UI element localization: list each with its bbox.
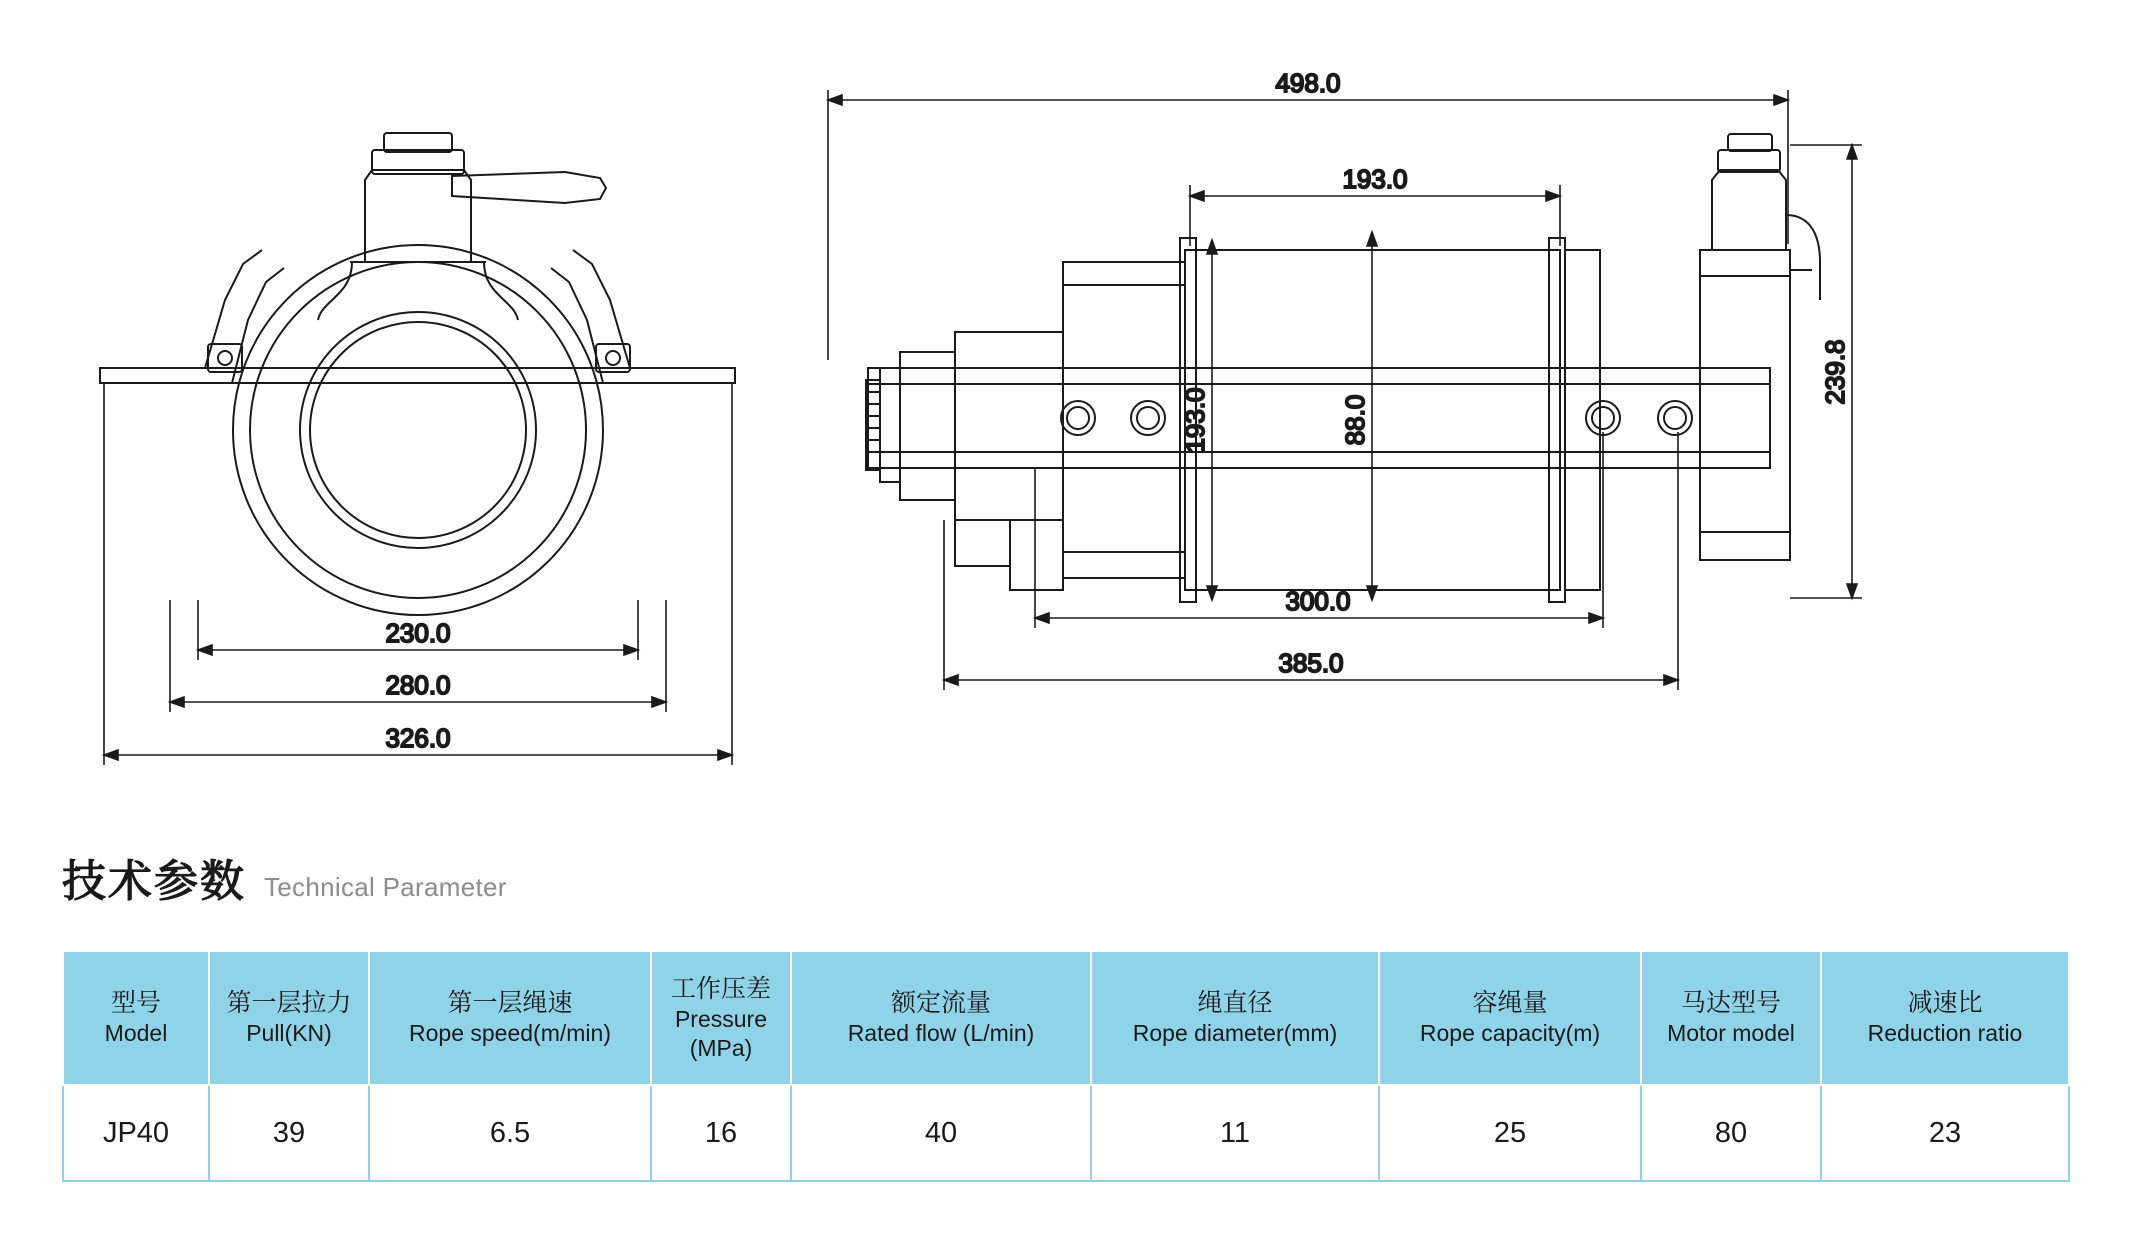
table-header-row: [63, 951, 2069, 1085]
section-title: [62, 845, 507, 909]
cell-rated-flow: 40: [791, 1085, 1091, 1181]
column-header-rope-diameter: [1091, 951, 1379, 1085]
column-header-motor-model: [1641, 951, 1821, 1085]
column-header-pressure-cn: 工作压差: [670, 974, 771, 1003]
column-header-model-cn: 型号: [110, 989, 161, 1018]
column-header-pull-cn: 第一层拉力: [226, 989, 352, 1018]
technical-parameter-table-wrap: [62, 950, 2068, 1182]
column-header-rope-diameter-en: Rope diameter(mm): [1132, 1020, 1338, 1047]
column-header-rated-flow: [791, 951, 1091, 1085]
column-header-rope-capacity: [1379, 951, 1641, 1085]
column-header-reduction-ratio-cn: 减速比: [1907, 989, 1983, 1018]
column-header-model: [63, 951, 209, 1085]
dim-239-8: 239.8: [1820, 339, 1850, 405]
column-header-rope-speed: [369, 951, 651, 1085]
cell-rope-speed: 6.5: [369, 1085, 651, 1181]
column-header-pressure-en: Pressure: [674, 1005, 768, 1032]
dim-230: 230.0: [385, 618, 451, 648]
column-header-motor-model-en: Motor model: [1667, 1020, 1795, 1047]
technical-parameter-table: [62, 950, 2070, 1182]
front-view-dimensions: [104, 383, 732, 765]
dim-385: 385.0: [1278, 648, 1344, 678]
column-header-pressure-unit: (MPa): [689, 1035, 753, 1061]
column-header-reduction-ratio-en: Reduction ratio: [1867, 1020, 2023, 1047]
column-header-pull-en: Pull(KN): [246, 1020, 332, 1047]
section-title-cn: 技术参数: [62, 857, 246, 906]
cell-rope-capacity: 25: [1379, 1085, 1641, 1181]
section-title-en: Technical Parameter: [264, 872, 507, 902]
column-header-rated-flow-cn: 额定流量: [890, 989, 991, 1018]
column-header-pressure: [651, 951, 791, 1085]
dim-326: 326.0: [385, 723, 451, 753]
cell-pull: 39: [209, 1085, 369, 1181]
cell-rope-diameter: 11: [1091, 1085, 1379, 1181]
side-view-geometry: [866, 134, 1820, 602]
dim-300: 300.0: [1285, 586, 1351, 616]
column-header-rope-diameter-cn: 绳直径: [1197, 989, 1273, 1018]
dim-88-vertical: 88.0: [1340, 394, 1370, 446]
cell-motor-model: 80: [1641, 1085, 1821, 1181]
table-row: [63, 1085, 2069, 1181]
cell-model: JP40: [63, 1085, 209, 1181]
column-header-rope-capacity-cn: 容绳量: [1472, 989, 1548, 1018]
dim-193-horizontal: 193.0: [1342, 164, 1408, 194]
cell-reduction-ratio: 23: [1821, 1085, 2069, 1181]
column-header-rope-capacity-en: Rope capacity(m): [1419, 1020, 1601, 1047]
column-header-rope-speed-en: Rope speed(m/min): [409, 1020, 611, 1047]
column-header-rope-speed-cn: 第一层绳速: [447, 989, 573, 1018]
dim-193-vertical: 193.0: [1180, 387, 1210, 453]
column-header-reduction-ratio: [1821, 951, 2069, 1085]
front-view-geometry: [100, 133, 735, 615]
column-header-motor-model-cn: 马达型号: [1680, 989, 1781, 1018]
column-header-rated-flow-en: Rated flow (L/min): [847, 1020, 1035, 1047]
column-header-pull: [209, 951, 369, 1085]
column-header-model-en: Model: [104, 1020, 168, 1047]
dim-280: 280.0: [385, 670, 451, 700]
dim-498: 498.0: [1275, 68, 1341, 98]
cell-pressure: 16: [651, 1085, 791, 1181]
